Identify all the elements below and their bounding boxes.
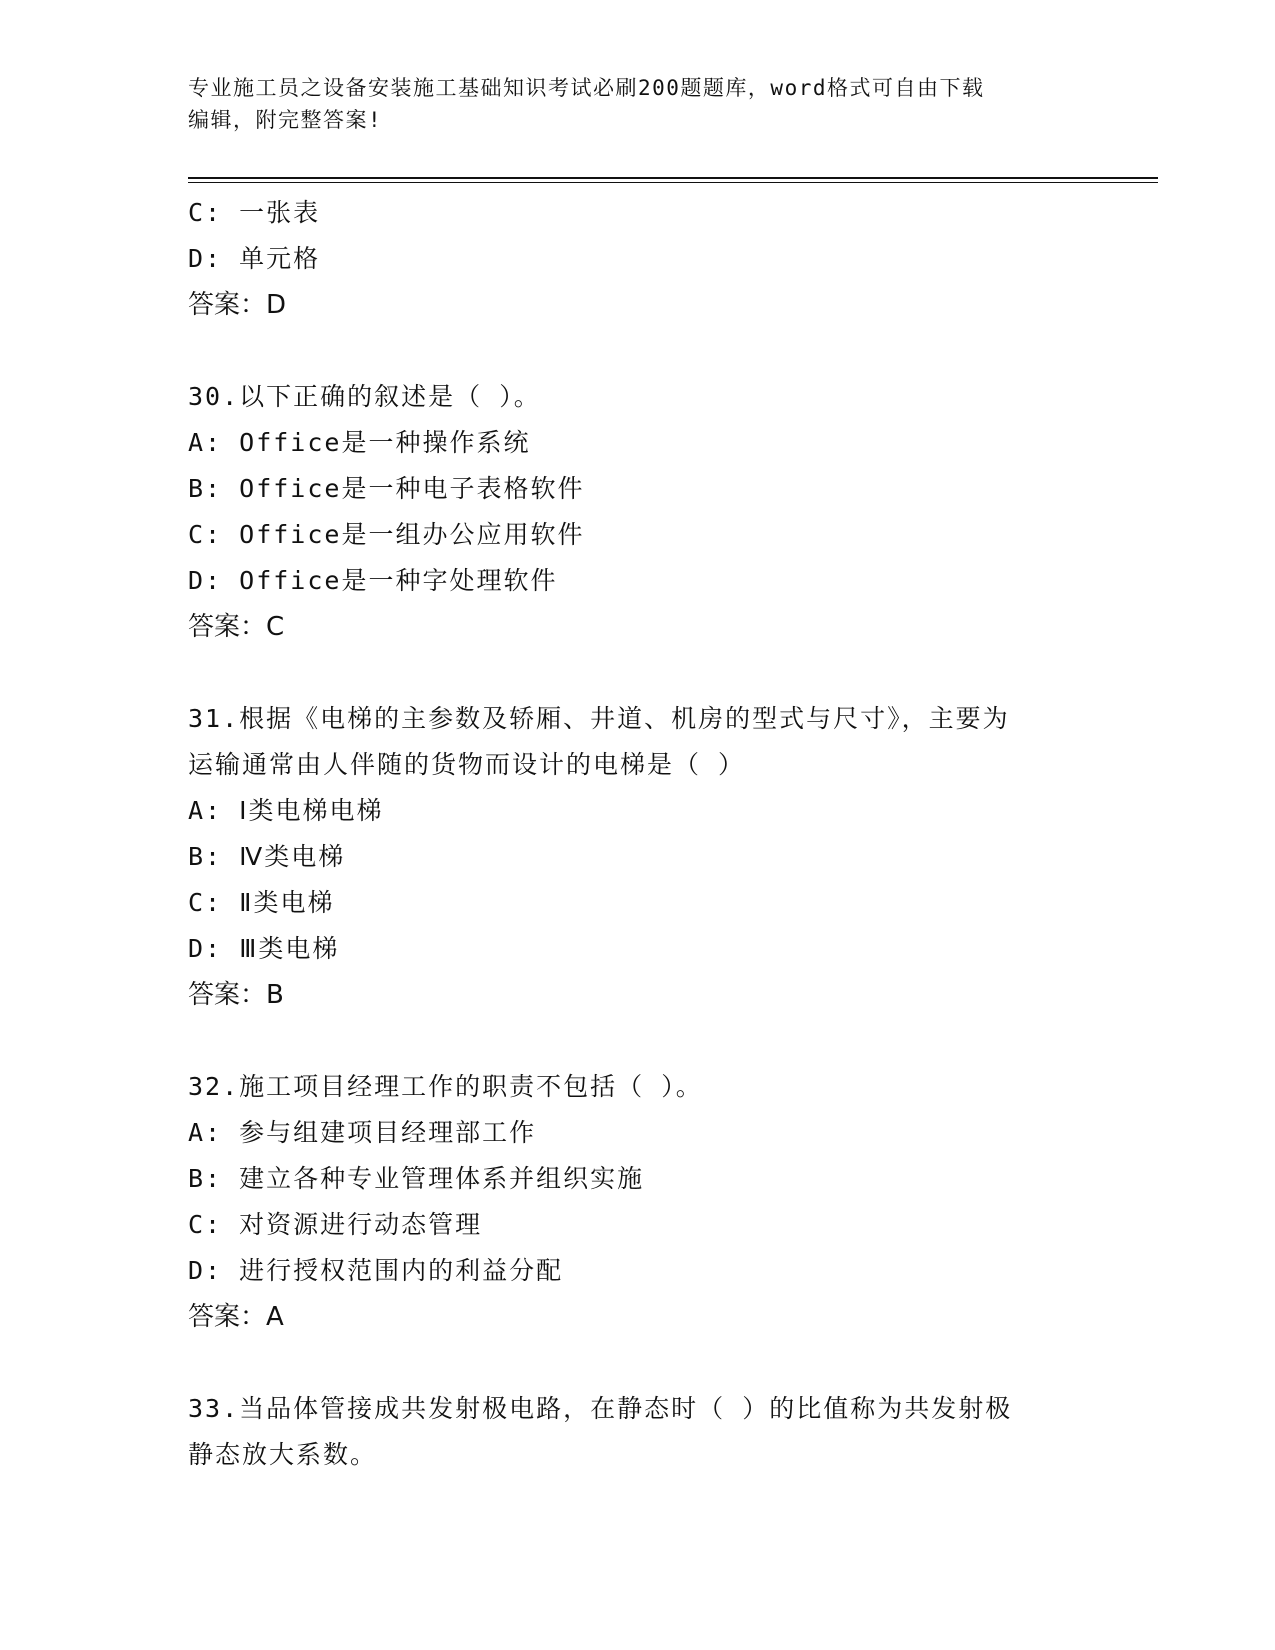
option-line: D: 进行授权范围内的利益分配 [188,1256,564,1285]
question-list [188,190,1088,1478]
option-line: D: Office是一种字处理软件 [188,566,558,595]
option-line: C: Office是一组办公应用软件 [188,520,585,549]
question-stem: 运输通常由人伴随的货物而设计的电梯是（ ） [188,750,746,779]
answer-line: 答案：A [188,1302,284,1332]
answer-line: 答案：C [188,612,285,642]
question-stem: 静态放大系数。 [188,1440,378,1469]
answer-line: 答案：D [188,290,287,320]
answer-line: 答案：B [188,980,284,1010]
option-line: A: Ⅰ类电梯电梯 [188,796,384,825]
question-stem: 32.施工项目经理工作的职责不包括（ ）。 [188,1072,703,1101]
question-stem: 31.根据《电梯的主参数及轿厢、井道、机房的型式与尺寸》，主要为 [188,704,1010,733]
document-header [188,72,1088,136]
option-line: B: Office是一种电子表格软件 [188,474,585,503]
question-stem: 30.以下正确的叙述是（ ）。 [188,382,541,411]
option-line: A: Office是一种操作系统 [188,428,531,457]
option-line: C: 一张表 [188,198,321,227]
option-line: C: 对资源进行动态管理 [188,1210,483,1239]
option-line: B: Ⅳ类电梯 [188,842,346,871]
option-line: C: Ⅱ类电梯 [188,888,335,917]
header-rule [188,177,1158,179]
header-rule-thin [188,182,1158,183]
header-line-2: 编辑，附完整答案! [188,108,383,132]
option-line: B: 建立各种专业管理体系并组织实施 [188,1164,645,1193]
option-line: D: Ⅲ类电梯 [188,934,340,963]
option-line: D: 单元格 [188,244,321,273]
header-line-1: 专业施工员之设备安装施工基础知识考试必刷200题题库，word格式可自由下载 [188,76,985,100]
option-line: A: 参与组建项目经理部工作 [188,1118,537,1147]
question-stem: 33.当品体管接成共发射极电路，在静态时（ ）的比值称为共发射极 [188,1394,1013,1423]
